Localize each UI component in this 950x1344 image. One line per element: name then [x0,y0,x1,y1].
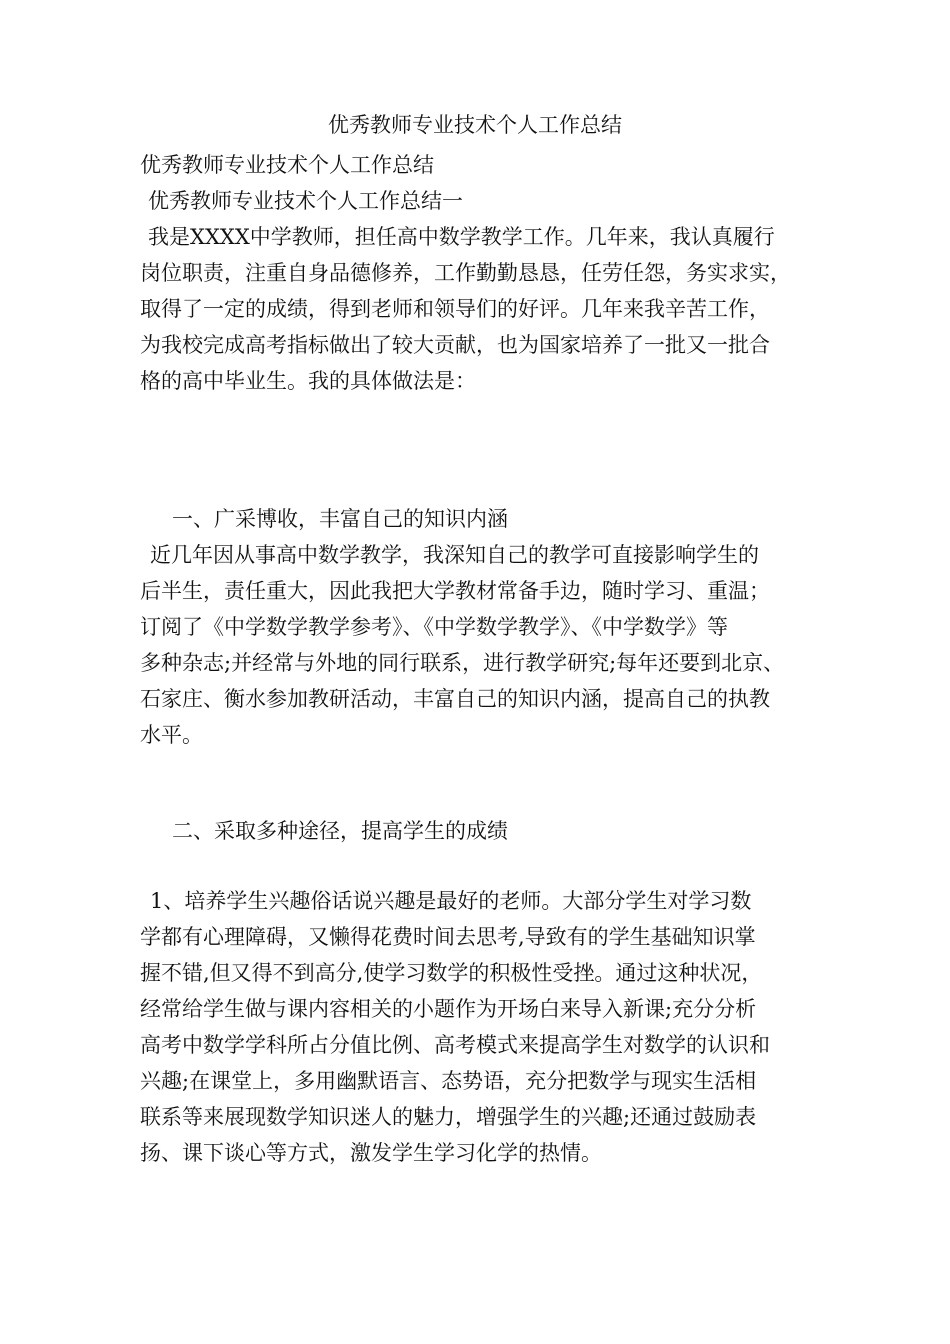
paragraph-line: 近几年因从事高中数学教学，我深知自己的教学可直接影响学生的 [150,543,759,567]
paragraph-line: 水平。 [140,723,203,747]
heading-line: 优秀教师专业技术个人工作总结 [140,153,434,177]
paragraph-line: 学都有心理障碍，又懒得花费时间去思考,导致有的学生基础知识掌 [140,925,756,949]
section-heading: 一、广采博收，丰富自己的知识内涵 [172,507,508,531]
paragraph-line: 扬、课下谈心等方式，激发学生学习化学的热情。 [140,1141,602,1165]
paragraph-line: 1、培养学生兴趣俗话说兴趣是最好的老师。大部分学生对学习数 [150,889,752,913]
paragraph-line: 高考中数学学科所占分值比例、高考模式来提高学生对数学的认识和 [140,1033,770,1057]
paragraph-line: 多种杂志;并经常与外地的同行联系，进行教学研究;每年还要到北京、 [140,651,785,675]
paragraph-line: 后半生，责任重大，因此我把大学教材常备手边，随时学习、重温； [140,579,770,603]
paragraph-line: 岗位职责，注重自身品德修养，工作勤勤恳恳，任劳任怨，务实求实， [140,261,791,285]
section-heading: 二、采取多种途径，提高学生的成绩 [172,819,508,843]
document-title: 优秀教师专业技术个人工作总结 [328,113,622,137]
paragraph-line: 握不错,但又得不到高分,使学习数学的积极性受挫。通过这种状况， [140,961,763,985]
paragraph-line: 为我校完成高考指标做出了较大贡献，也为国家培养了一批又一批合 [140,333,770,357]
paragraph-line: 我是XXXX中学教师，担任高中数学教学工作。几年来，我认真履行 [148,225,775,249]
paragraph-line: 联系等来展现数学知识迷人的魅力，增强学生的兴趣;还通过鼓励表 [140,1105,757,1129]
paragraph-line: 订阅了《中学数学教学参考》、《中学数学教学》、《中学数学》等 [140,615,728,639]
paragraph-line: 石家庄、衡水参加教研活动，丰富自己的知识内涵，提高自己的执教 [140,687,770,711]
paragraph-line: 取得了一定的成绩，得到老师和领导们的好评。几年来我辛苦工作， [140,297,770,321]
paragraph-line: 兴趣;在课堂上，多用幽默语言、态势语，充分把数学与现实生活相 [140,1069,757,1093]
paragraph-line: 经常给学生做与课内容相关的小题作为开场白来导入新课;充分分析 [140,997,757,1021]
subheading-line: 优秀教师专业技术个人工作总结一 [148,189,463,213]
paragraph-line: 格的高中毕业生。我的具体做法是： [140,369,476,393]
